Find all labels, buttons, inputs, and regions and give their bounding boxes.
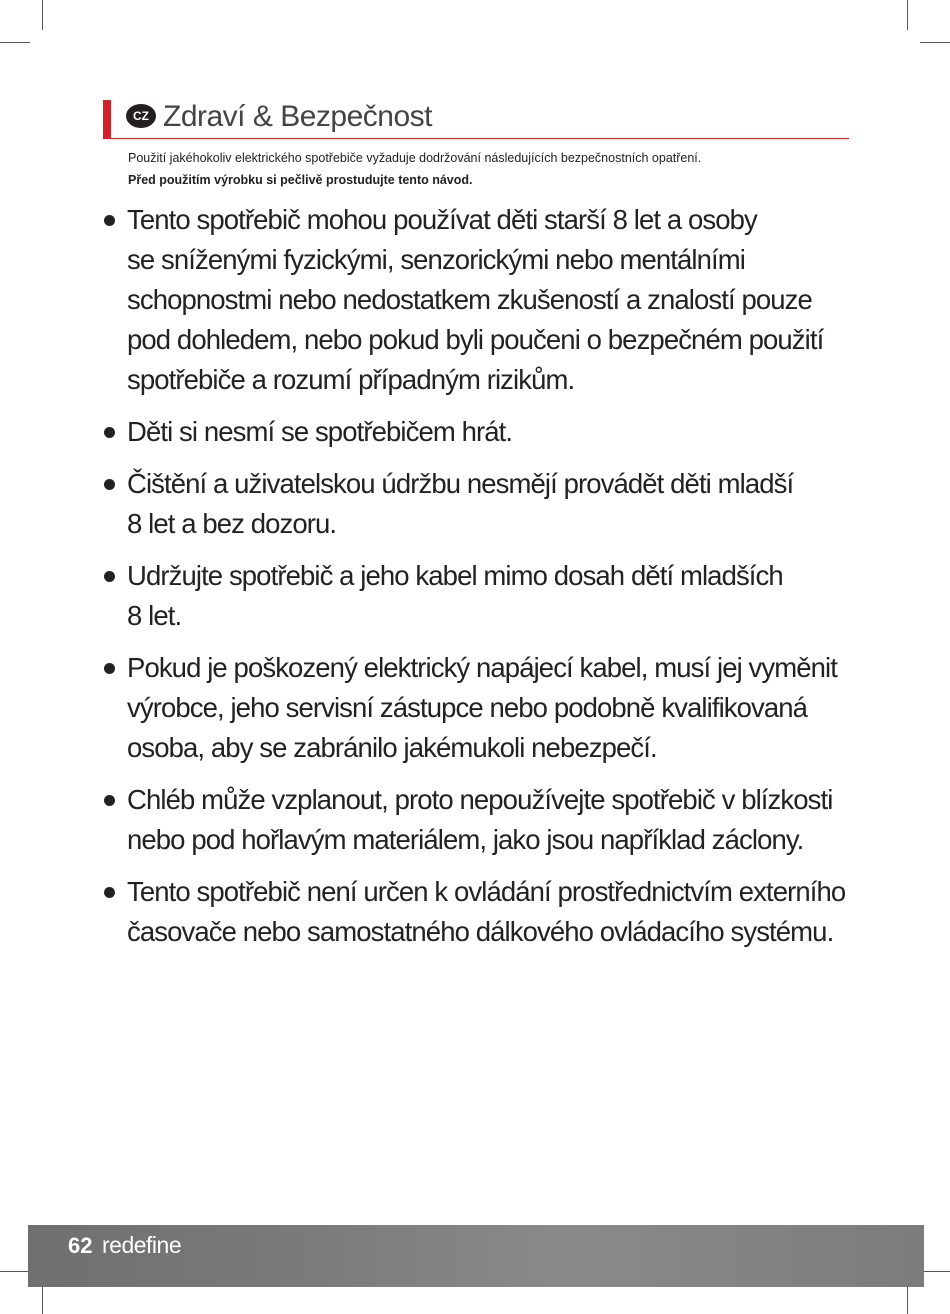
bullet-line: Děti si nesmí se spotřebičem hrát.: [127, 416, 513, 447]
bullet-icon: [104, 795, 115, 806]
bullet-line: se sníženými fyzickými, senzorickými nebo mentálními: [127, 244, 745, 275]
bullet-line: Čištění a uživatelskou údržbu nesmějí provádět děti mladší: [127, 468, 794, 499]
crop-mark: [42, 1284, 43, 1314]
safety-bullet-list: [103, 200, 863, 964]
bullet-line: Udržujte spotřebič a jeho kabel mimo dosah dětí mladších: [127, 560, 783, 591]
bullet-line: Chléb může vzplanout, proto nepoužívejte spotřebič v blízkosti: [127, 784, 833, 815]
bullet-line: Tento spotřebič mohou používat děti starší 8 let a osoby: [127, 204, 757, 235]
crop-mark: [42, 0, 43, 30]
bullet-item: [103, 464, 863, 544]
crop-mark: [907, 1284, 908, 1314]
intro-line-bold: Před použitím výrobku si pečlivě prostudujte tento návod.: [128, 173, 473, 187]
accent-bar: [103, 100, 111, 138]
bullet-line: Pokud je poškozený elektrický napájecí kabel, musí jej vyměnit: [127, 652, 837, 683]
bullet-line: 8 let a bez dozoru.: [127, 508, 337, 539]
bullet-line: 8 let.: [127, 600, 182, 631]
bullet-icon: [104, 215, 115, 226]
bullet-line: nebo pod hořlavým materiálem, jako jsou například záclony.: [127, 824, 804, 855]
crop-mark: [920, 42, 950, 43]
bullet-icon: [104, 479, 115, 490]
bullet-item: [103, 780, 863, 860]
crop-mark: [907, 0, 908, 30]
bullet-line: pod dohledem, nebo pokud byli poučeni o bezpečném použití: [127, 324, 824, 355]
intro-text: [128, 147, 848, 191]
crop-mark: [920, 1271, 950, 1272]
bullet-line: schopnostmi nebo nedostatkem zkušeností a znalostí pouze: [127, 284, 812, 315]
bullet-line: časovače nebo samostatného dálkového ovládacího systému.: [127, 916, 834, 947]
bullet-item: [103, 648, 863, 768]
bullet-item: [103, 872, 863, 952]
footer-bar: [28, 1225, 924, 1287]
bullet-line: osoba, aby se zabránilo jakémukoli nebezpečí.: [127, 732, 657, 763]
bullet-icon: [104, 663, 115, 674]
page-number: 62: [68, 1233, 93, 1258]
crop-mark: [0, 1271, 30, 1272]
bullet-icon: [104, 427, 115, 438]
bullet-item: [103, 412, 863, 452]
bullet-line: spotřebiče a rozumí případným rizikům.: [127, 364, 575, 395]
crop-mark: [0, 42, 30, 43]
bullet-icon: [104, 887, 115, 898]
bullet-item: [103, 556, 863, 636]
bullet-line: Tento spotřebič není určen k ovládání prostřednictvím externího: [127, 876, 846, 907]
section-header: [103, 100, 849, 139]
language-badge: CZ: [126, 104, 156, 128]
intro-line: Použití jakéhokoliv elektrického spotřebiče vyžaduje dodržování následujících bezpečnostních opatření.: [128, 151, 702, 165]
bullet-line: výrobce, jeho servisní zástupce nebo podobně kvalifikovaná: [127, 692, 808, 723]
brand-logo: redefine: [102, 1232, 182, 1258]
bullet-icon: [104, 571, 115, 582]
bullet-item: [103, 200, 863, 400]
section-title: Zdraví & Bezpečnost: [163, 100, 432, 133]
